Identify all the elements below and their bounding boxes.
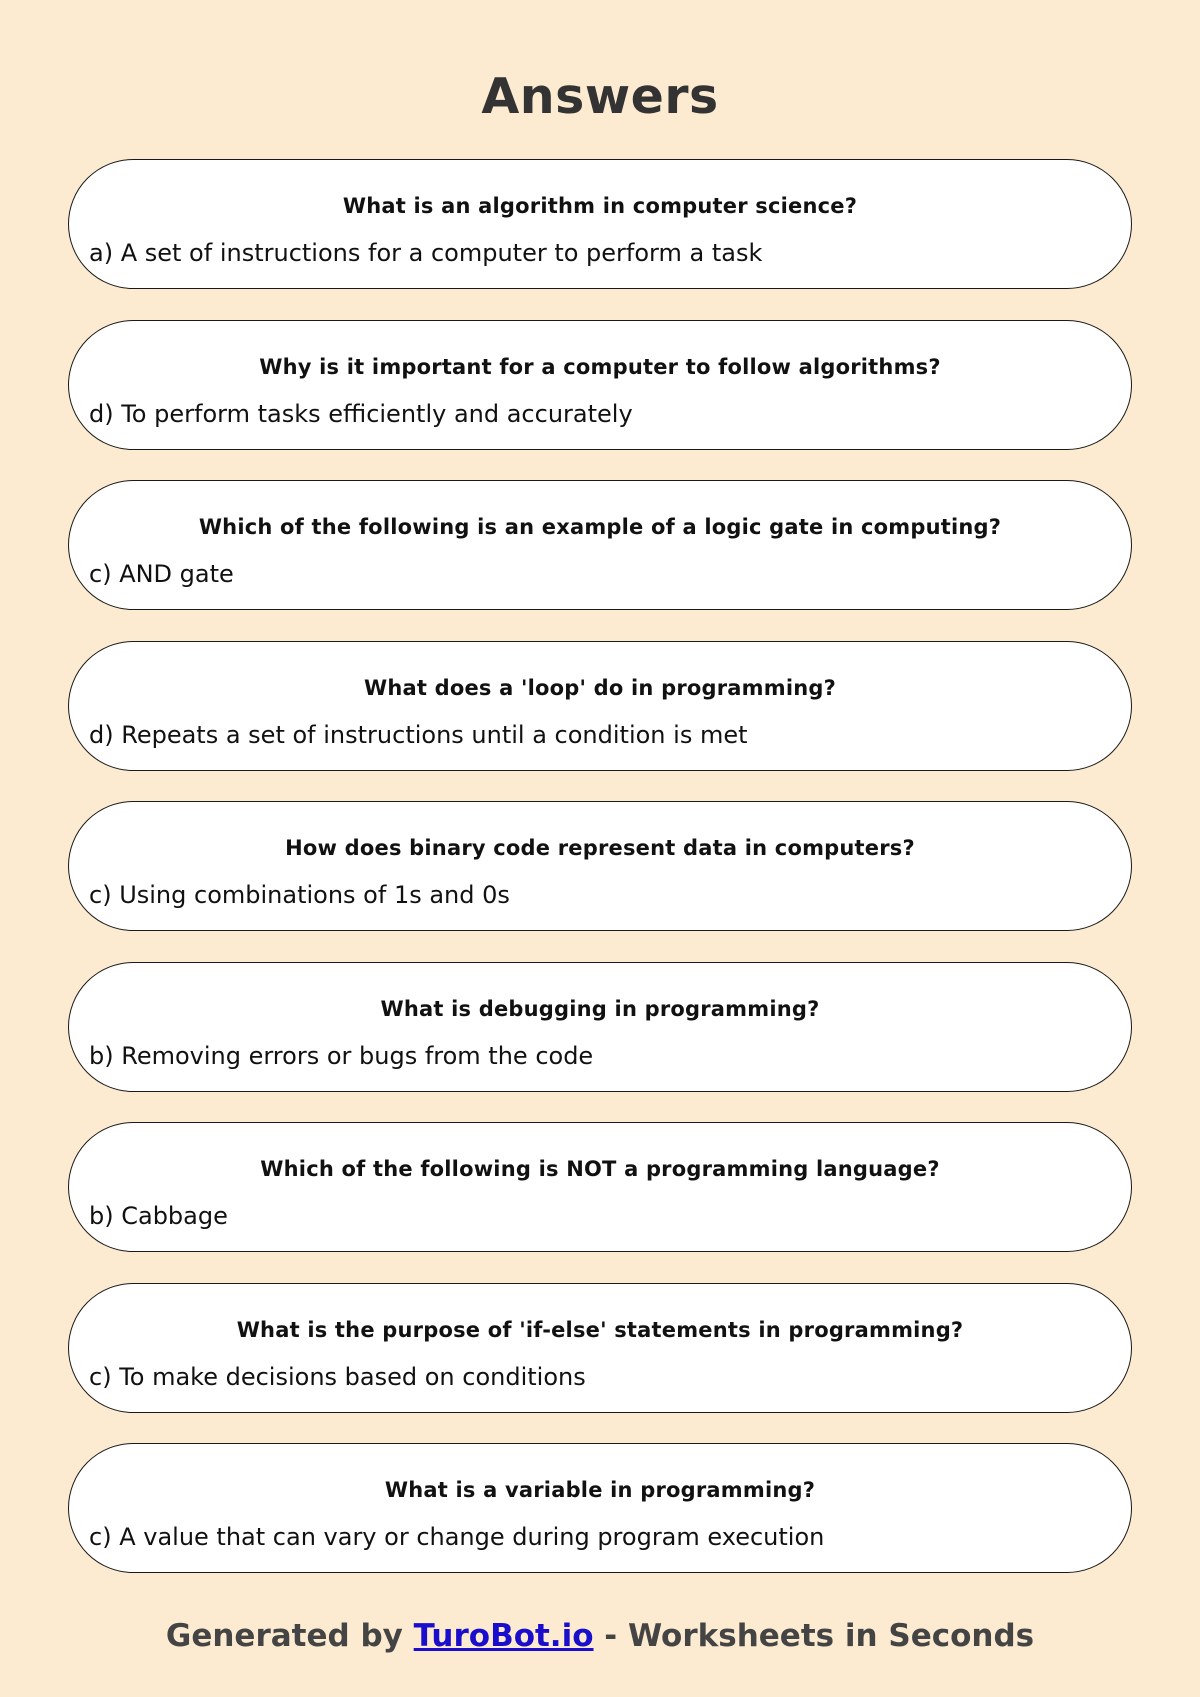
answer-text: c) To make decisions based on conditions [89, 1362, 586, 1391]
answer-text: c) A value that can vary or change during program execution [89, 1523, 825, 1551]
answer-card [68, 641, 1132, 771]
answer-card [68, 159, 1132, 289]
answer-card [68, 801, 1132, 931]
footer-suffix: - Worksheets in Seconds [593, 1618, 1035, 1654]
answer-text: b) Removing errors or bugs from the code [89, 1041, 594, 1070]
footer [0, 1618, 1200, 1654]
answer-text: c) Using combinations of 1s and 0s [89, 881, 510, 909]
question-text: Which of the following is NOT a programming language? [260, 1157, 940, 1181]
question-text: What is an algorithm in computer science? [342, 194, 858, 218]
answer-card [68, 1283, 1132, 1413]
answer-card [68, 1122, 1132, 1252]
answer-card [68, 962, 1132, 1092]
footer-prefix: Generated by [165, 1618, 414, 1654]
question-text: Which of the following is an example of a logic gate in computing? [198, 515, 1002, 539]
question-text: What is debugging in programming? [380, 996, 820, 1021]
answer-text: b) Cabbage [89, 1202, 228, 1230]
answer-card [68, 480, 1132, 610]
question-text: What does a 'loop' do in programming? [363, 675, 836, 700]
page-title: Answers [481, 68, 719, 125]
answer-card [68, 320, 1132, 450]
answers-list [68, 159, 1132, 1604]
answer-text: a) A set of instructions for a computer to perform a task [89, 239, 763, 267]
answer-text: d) To perform tasks efficiently and accurately [89, 399, 633, 428]
question-text: Why is it important for a computer to follow algorithms? [259, 354, 941, 379]
question-text: What is the purpose of 'if-else' statements in programming? [236, 1317, 964, 1342]
answer-text: d) Repeats a set of instructions until a condition is met [89, 720, 748, 749]
answer-card [68, 1443, 1132, 1573]
question-text: What is a variable in programming? [384, 1478, 816, 1502]
turobot-link[interactable]: TuroBot.io [413, 1618, 594, 1654]
answer-text: c) AND gate [89, 560, 234, 588]
question-text: How does binary code represent data in computers? [285, 836, 915, 860]
